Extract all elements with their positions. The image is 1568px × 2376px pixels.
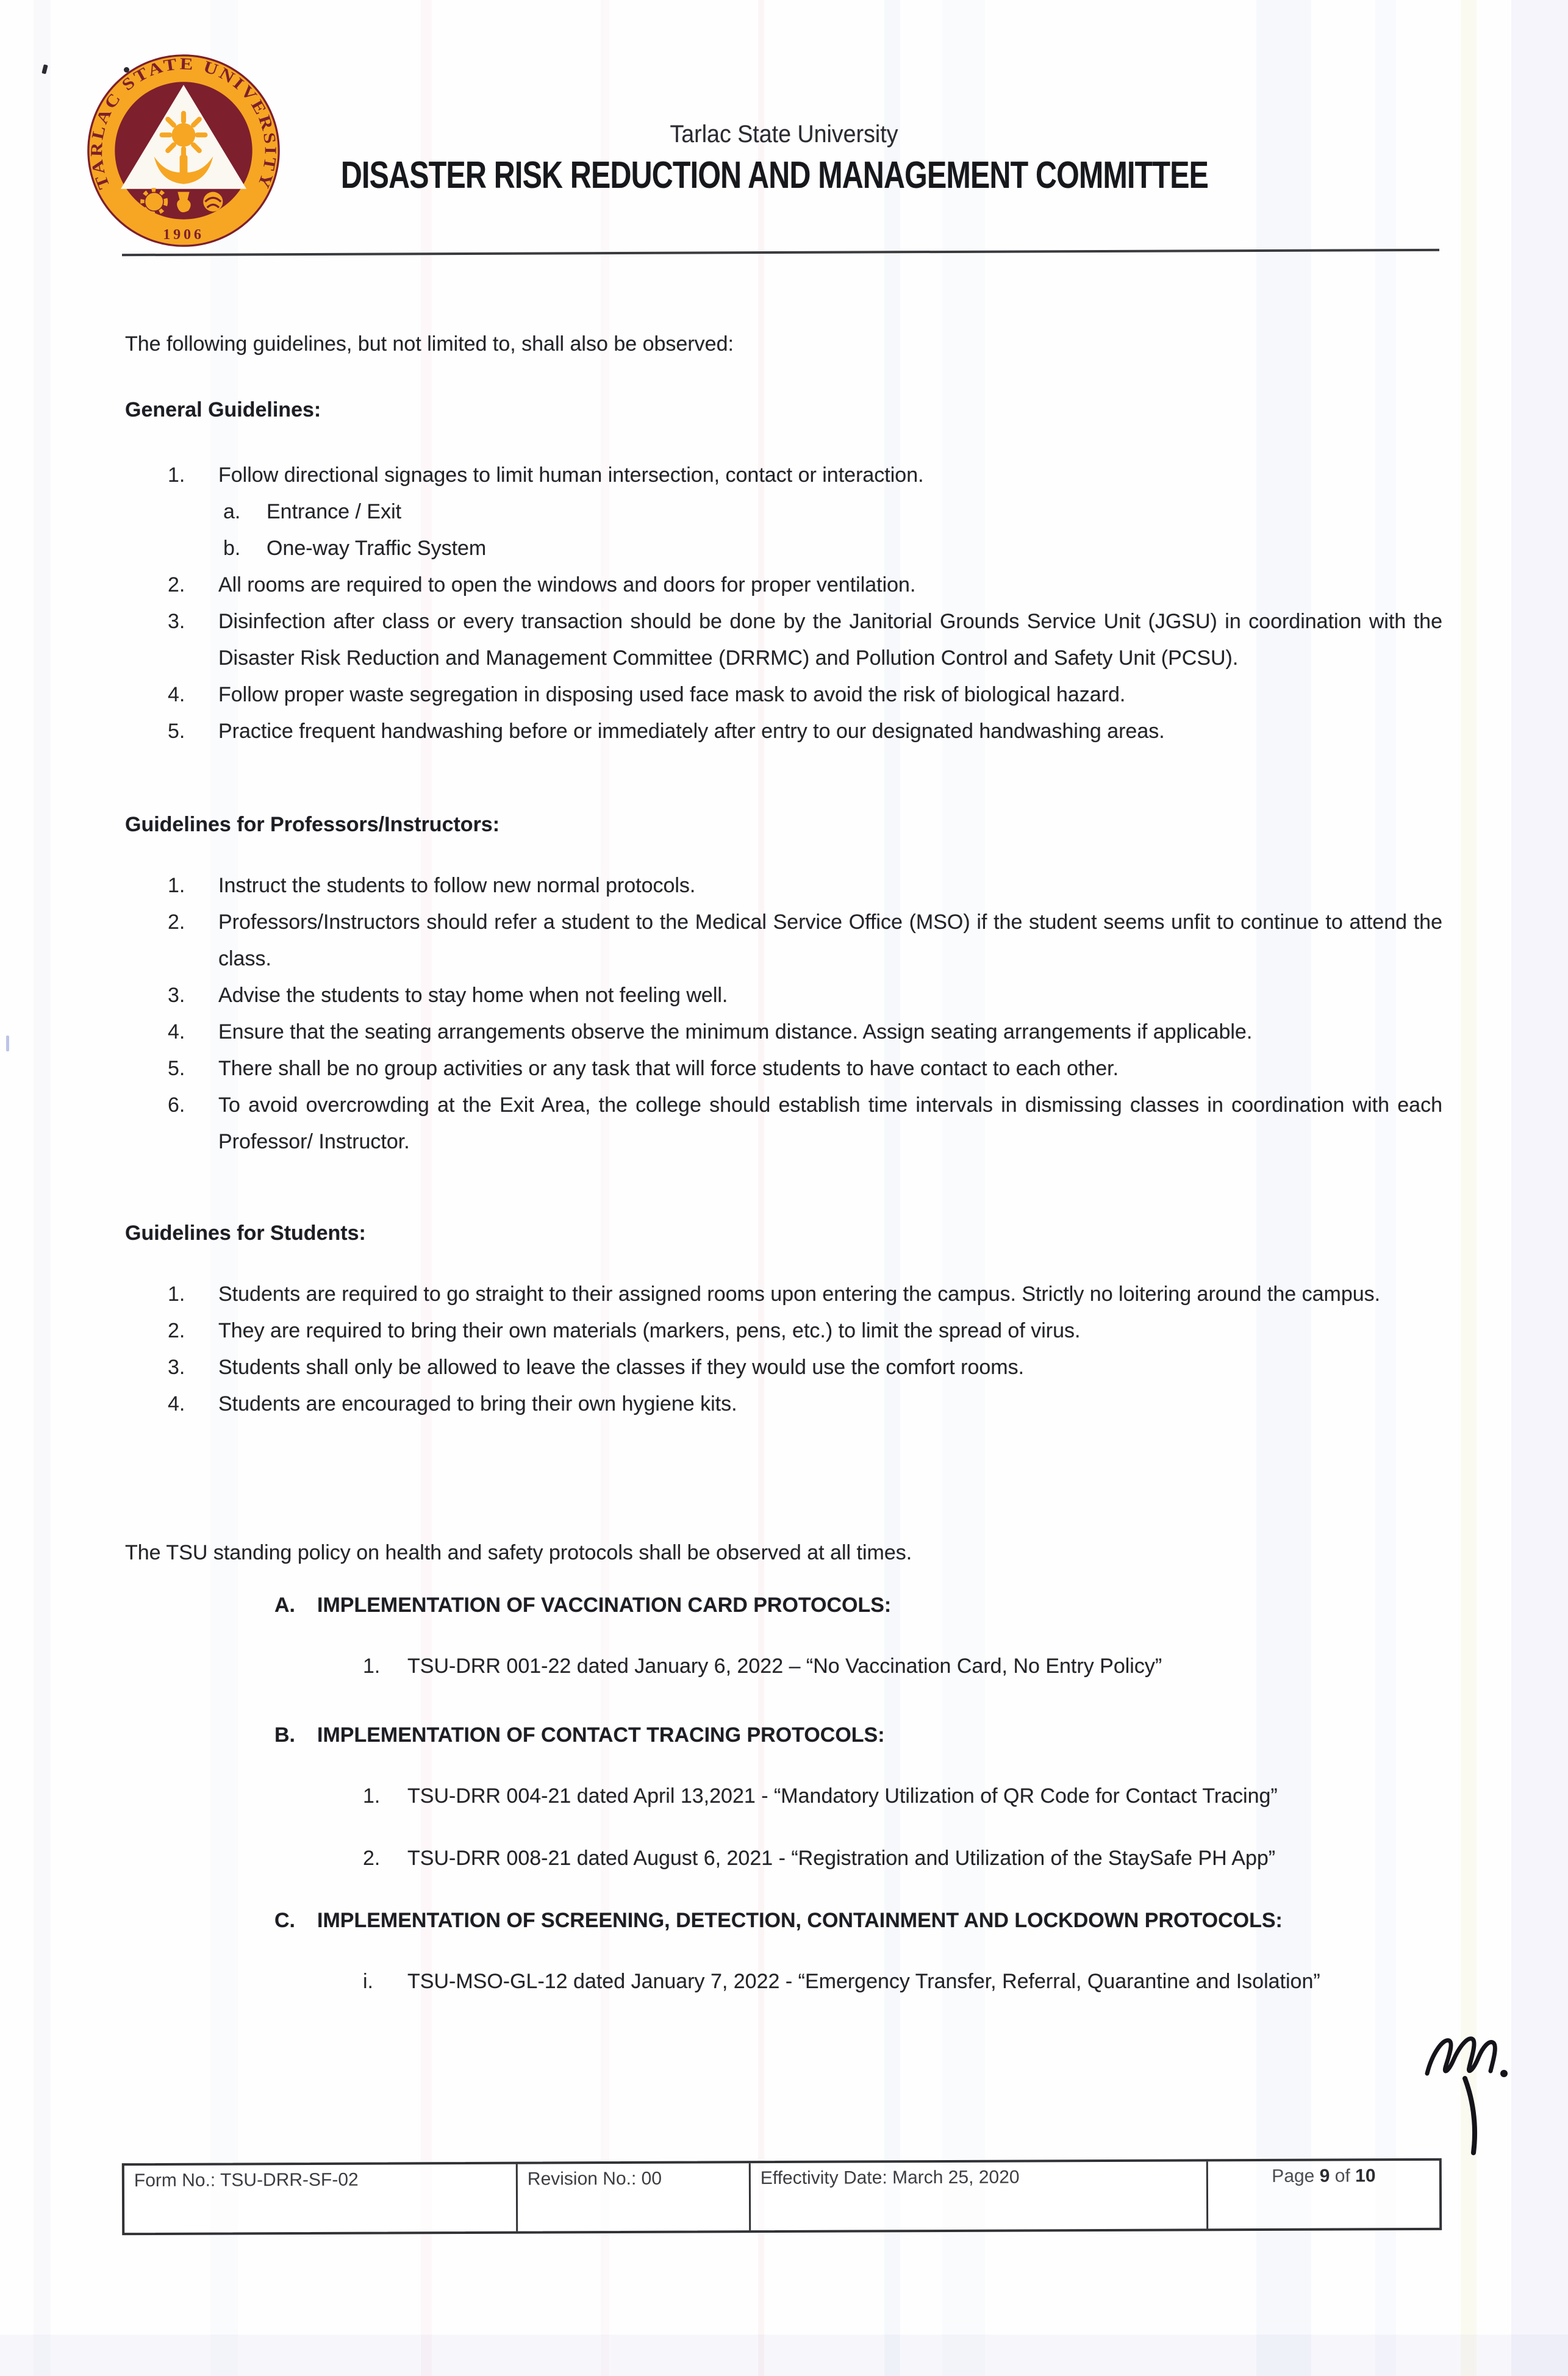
list-item bbox=[168, 530, 1442, 567]
list-item-text: Professors/Instructors should refer a student to the Medical Service Office (MSO) if the student seems unfit to continue to attend the class. bbox=[218, 911, 1442, 970]
guidelines-list bbox=[168, 1276, 1442, 1422]
footer-table bbox=[122, 2158, 1442, 2235]
intro-paragraph: The following guidelines, but not limited to, shall also be observed: bbox=[125, 332, 734, 356]
list-item-text: TSU-DRR 008-21 dated August 6, 2021 - “Registration and Utilization of the StaySafe PH App” bbox=[407, 1847, 1276, 1870]
list-item bbox=[168, 1050, 1442, 1087]
guidelines-list bbox=[168, 867, 1442, 1160]
list-item-text: One-way Traffic System bbox=[267, 537, 487, 560]
tsu-seal-logo bbox=[85, 50, 282, 251]
list-item-marker: 1. bbox=[168, 1283, 185, 1306]
seal-mini-icons bbox=[142, 190, 223, 213]
list-item bbox=[168, 904, 1442, 977]
list-item bbox=[363, 1840, 1482, 1877]
section-heading: Guidelines for Students: bbox=[125, 1222, 366, 1245]
section-students-guidelines bbox=[125, 1215, 1442, 1422]
list-item-marker: 5. bbox=[168, 720, 185, 743]
list-item bbox=[168, 867, 1442, 904]
protocol-screening-lockdown bbox=[274, 1902, 1482, 2025]
list-item-text: TSU-MSO-GL-12 dated January 7, 2022 - “Emergency Transfer, Referral, Quarantine and Isolation” bbox=[407, 1970, 1320, 1993]
list-item-marker: 3. bbox=[168, 984, 185, 1007]
seal-year: 1906 bbox=[163, 226, 204, 243]
committee-name: DISASTER RISK REDUCTION AND MANAGEMENT COMMITTEE bbox=[340, 154, 1209, 196]
list-item bbox=[168, 1312, 1442, 1349]
list-item-marker: 4. bbox=[168, 1020, 185, 1043]
list-item-text: TSU-DRR 001-22 dated January 6, 2022 – “No Vaccination Card, No Entry Policy” bbox=[407, 1655, 1162, 1678]
page-total: 10 bbox=[1355, 2166, 1376, 2186]
list-item bbox=[168, 1276, 1442, 1312]
list-item bbox=[363, 1963, 1482, 2000]
list-item-marker: 1. bbox=[363, 1784, 381, 1808]
guidelines-list bbox=[168, 457, 1442, 750]
list-item-text: Practice frequent handwashing before or immediately after entry to our designated handwashing areas. bbox=[218, 720, 1165, 743]
list-item-marker: 1. bbox=[168, 463, 185, 487]
list-item-marker: 3. bbox=[168, 1356, 185, 1379]
list-item-marker: a. bbox=[223, 500, 241, 523]
protocol-entries bbox=[363, 1648, 1482, 1684]
scan-band bbox=[0, 2335, 1568, 2376]
list-item bbox=[168, 493, 1442, 530]
section-heading: Guidelines for Professors/Instructors: bbox=[125, 813, 500, 836]
list-item-text: Instruct the students to follow new normal protocols. bbox=[218, 874, 696, 897]
list-item-text: Entrance / Exit bbox=[267, 500, 402, 523]
page-label: Page bbox=[1272, 2166, 1315, 2186]
list-item-marker: 6. bbox=[168, 1093, 185, 1117]
list-item-text: They are required to bring their own materials (markers, pens, etc.) to limit the spread of virus. bbox=[218, 1319, 1081, 1342]
list-item bbox=[168, 977, 1442, 1014]
scan-streak bbox=[34, 0, 51, 2376]
seal-ring-text: TARLAC STATE UNIVERSITY bbox=[87, 54, 280, 192]
policy-note: The TSU standing policy on health and safety protocols shall be observed at all times. bbox=[125, 1541, 912, 1564]
list-item-text: Students are required to go straight to their assigned rooms upon entering the campus. Strictly no loitering around the campus. bbox=[218, 1283, 1381, 1306]
footer-page-indicator bbox=[1208, 2161, 1439, 2228]
list-item bbox=[168, 1014, 1442, 1050]
protocol-vaccination-card bbox=[274, 1587, 1482, 1710]
list-item-marker: 1. bbox=[168, 874, 185, 897]
protocol-entries bbox=[363, 1778, 1482, 1877]
list-item-marker: 4. bbox=[168, 683, 185, 706]
list-item-text: TSU-DRR 004-21 dated April 13,2021 - “Mandatory Utilization of QR Code for Contact Tracing” bbox=[407, 1784, 1278, 1808]
footer-form-no: Form No.: TSU-DRR-SF-02 bbox=[124, 2164, 518, 2233]
list-item-marker: 2. bbox=[168, 911, 185, 934]
university-name: Tarlac State University bbox=[670, 121, 898, 148]
list-item-text: Students shall only be allowed to leave the classes if they would use the comfort rooms. bbox=[218, 1356, 1025, 1379]
list-item bbox=[168, 603, 1442, 676]
handwritten-signature bbox=[1415, 2002, 1537, 2166]
protocol-letter: A. bbox=[274, 1594, 295, 1617]
list-item-marker: 2. bbox=[168, 573, 185, 596]
list-item bbox=[168, 1349, 1442, 1386]
protocol-entries bbox=[363, 1963, 1482, 2000]
protocol-title: IMPLEMENTATION OF SCREENING, DETECTION, CONTAINMENT AND LOCKDOWN PROTOCOLS: bbox=[317, 1909, 1283, 1932]
protocol-letter: C. bbox=[274, 1909, 295, 1932]
list-item-marker: 2. bbox=[363, 1847, 381, 1870]
scan-speck bbox=[6, 1036, 9, 1051]
list-item-text: Advise the students to stay home when not feeling well. bbox=[218, 984, 728, 1007]
protocol-letter: B. bbox=[274, 1723, 295, 1747]
list-item bbox=[168, 567, 1442, 603]
list-item-text: Disinfection after class or every transaction should be done by the Janitorial Grounds Service Unit (JGSU) in coordination with the Disaster Risk Reduction and Management Committee (DRRMC) and Pollution Control and Safety Unit (PCSU). bbox=[218, 610, 1442, 670]
list-item-marker: 2. bbox=[168, 1319, 185, 1342]
scan-speck bbox=[41, 64, 48, 74]
list-item-marker: 4. bbox=[168, 1392, 185, 1415]
footer-revision-no: Revision No.: 00 bbox=[518, 2163, 751, 2231]
list-item-marker: 3. bbox=[168, 610, 185, 633]
list-item-text: There shall be no group activities or any task that will force students to have contact to each other. bbox=[218, 1057, 1119, 1080]
footer-effectivity-date: Effectivity Date: March 25, 2020 bbox=[751, 2161, 1208, 2230]
section-professors-guidelines bbox=[125, 806, 1442, 1160]
list-item-text: To avoid overcrowding at the Exit Area, the college should establish time intervals in dismissing classes in coordination with each Professor/ Instructor. bbox=[218, 1093, 1442, 1153]
list-item bbox=[168, 1087, 1442, 1160]
list-item-marker: 1. bbox=[363, 1655, 381, 1678]
protocol-title: IMPLEMENTATION OF VACCINATION CARD PROTOCOLS: bbox=[317, 1594, 892, 1617]
section-heading: General Guidelines: bbox=[125, 398, 321, 421]
list-item-text: All rooms are required to open the windows and doors for proper ventilation. bbox=[218, 573, 916, 596]
page-of: of bbox=[1334, 2166, 1350, 2186]
list-item-text: Students are encouraged to bring their own hygiene kits. bbox=[218, 1392, 737, 1415]
list-item bbox=[168, 457, 1442, 493]
section-general-guidelines bbox=[125, 392, 1442, 750]
list-item bbox=[168, 676, 1442, 713]
list-item-marker: 5. bbox=[168, 1057, 185, 1080]
page-current: 9 bbox=[1319, 2166, 1330, 2186]
protocol-contact-tracing bbox=[274, 1717, 1482, 1902]
list-item bbox=[363, 1648, 1482, 1684]
list-item bbox=[168, 713, 1442, 750]
list-item-marker: i. bbox=[363, 1970, 373, 1993]
header-divider bbox=[122, 249, 1439, 256]
list-item-text: Ensure that the seating arrangements observe the minimum distance. Assign seating arrangements if applicable. bbox=[218, 1020, 1253, 1043]
list-item bbox=[363, 1778, 1482, 1814]
list-item-marker: b. bbox=[223, 537, 241, 560]
list-item-text: Follow directional signages to limit human intersection, contact or interaction. bbox=[218, 463, 924, 487]
protocol-title: IMPLEMENTATION OF CONTACT TRACING PROTOCOLS: bbox=[317, 1723, 885, 1747]
list-item-text: Follow proper waste segregation in disposing used face mask to avoid the risk of biological hazard. bbox=[218, 683, 1126, 706]
list-item bbox=[168, 1386, 1442, 1422]
